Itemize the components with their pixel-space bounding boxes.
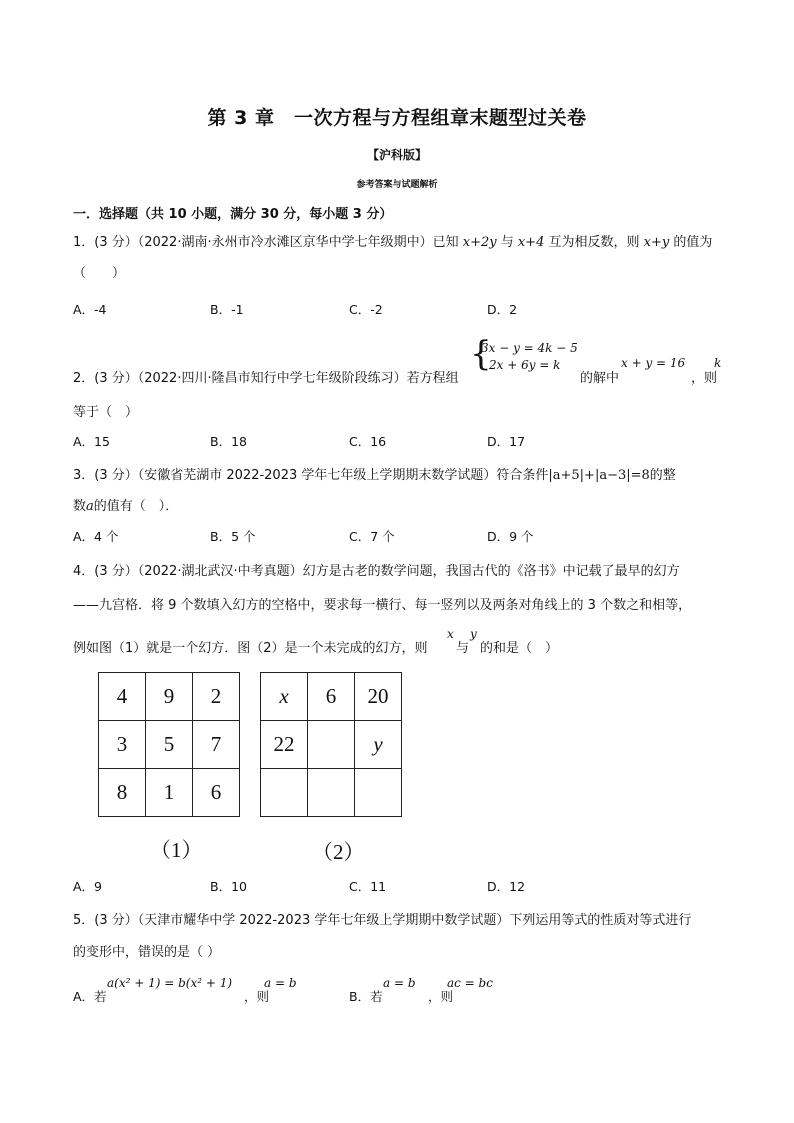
grid1-cell: 6 — [193, 769, 240, 817]
q1-option-d: D．2 — [487, 302, 518, 317]
q3-option-a: A．4 个 — [73, 529, 119, 544]
figure-caption-2: （2） — [312, 840, 365, 864]
q3-text-suffix: 的整 — [649, 468, 676, 483]
q2-equation-2: 2x + 6y = k — [489, 358, 561, 372]
q5-option-b-expression: a = b — [383, 976, 416, 990]
grid1-cell: 5 — [146, 721, 193, 769]
q1-expr-b: x+4 — [517, 235, 545, 250]
grid2-cell-empty — [355, 769, 402, 817]
grid2-cell-empty — [261, 769, 308, 817]
q1-expr-c: x+y — [643, 235, 670, 250]
q3-option-c: C．7 个 — [349, 529, 395, 544]
q4-option-a: A．9 — [73, 879, 103, 894]
q3-option-d: D．9 个 — [487, 529, 534, 544]
grid1-cell: 4 — [99, 673, 146, 721]
q5-option-a-then: ，则 — [244, 989, 270, 1004]
q1-option-b: B．-1 — [210, 302, 244, 317]
q5-option-a-label: A．若 — [73, 989, 107, 1004]
q2-system-brace: { — [470, 334, 492, 374]
q3-text-line2-suffix: 的值有（ ）． — [93, 499, 179, 514]
q2-variable-k: k — [714, 356, 722, 370]
q4-stem-line3-prefix: 例如图（1）就是一个幻方．图（2）是一个未完成的幻方，则 — [73, 641, 428, 656]
q2-condition: x + y = 16 — [621, 356, 686, 370]
q5-option-a-result: a = b — [264, 976, 297, 990]
magic-square-1 — [98, 672, 240, 817]
q1-stem-line1 — [73, 231, 712, 250]
q4-variable-y: y — [470, 627, 477, 641]
grid2-cell: 6 — [308, 673, 355, 721]
q1-expr-a: x+2y — [462, 235, 497, 250]
q2-option-b: B．18 — [210, 434, 247, 449]
answer-subtitle: 参考答案与试题解析 — [356, 180, 438, 190]
q2-stem-then: ，则 — [691, 371, 718, 386]
q4-stem-with: 与 — [456, 641, 470, 656]
grid2-cell-x: x — [261, 673, 308, 721]
q4-option-c: C．11 — [349, 879, 387, 894]
q1-stem-line2: （ ） — [73, 266, 126, 281]
q2-stem-line2: 等于（ ） — [73, 405, 139, 420]
page-title: 第 3 章 一次方程与方程组章末题型过关卷 — [207, 107, 587, 129]
q3-text-line2-prefix: 数 — [73, 499, 87, 514]
q1-text-mid: 与 — [496, 235, 518, 250]
q4-stem-line2: ——九宫格．将 9 个数填入幻方的空格中，要求每一横行、每一竖列以及两条对角线上的 3 个数之和相等， — [73, 598, 692, 613]
q4-stem-line1: 4．(3 分）（2022·湖北武汉·中考真题）幻方是古老的数学问题，我国古代的《洛书》中记载了最早的幻方 — [73, 564, 680, 579]
q4-variable-x: x — [447, 627, 454, 641]
q2-equation-1: 3x − y = 4k − 5 — [481, 341, 578, 355]
q2-stem-mid: 的解中 — [580, 371, 620, 386]
q2-option-c: C．16 — [349, 434, 387, 449]
q3-expression: |a+5|+|a−3|=8 — [548, 468, 650, 483]
grid1-cell: 7 — [193, 721, 240, 769]
magic-square-2 — [260, 672, 402, 817]
grid1-cell: 9 — [146, 673, 193, 721]
grid2-cell-empty — [308, 721, 355, 769]
q1-text-prefix: 1．(3 分）（2022·湖南·永州市冷水滩区京华中学七年级期中）已知 — [73, 235, 463, 250]
grid2-cell: 22 — [261, 721, 308, 769]
grid1-cell: 2 — [193, 673, 240, 721]
q5-option-b-label: B．若 — [349, 989, 383, 1004]
edition-label: 【沪科版】 — [366, 148, 427, 162]
q3-stem-line2 — [73, 495, 178, 514]
q2-option-a: A．15 — [73, 434, 110, 449]
q5-option-b-result: ac = bc — [447, 976, 493, 990]
q3-variable-a: a — [86, 499, 94, 514]
grid1-cell: 3 — [99, 721, 146, 769]
q5-option-a-expression: a(x² + 1) = b(x² + 1) — [107, 976, 233, 990]
q5-option-b-then: ，则 — [428, 989, 454, 1004]
q1-text-end: 的值为 — [669, 235, 713, 250]
q2-stem-prefix: 2．(3 分）（2022·四川·隆昌市知行中学七年级阶段练习）若方程组 — [73, 371, 459, 386]
q3-stem-line1 — [73, 464, 676, 483]
figure-caption-1: （1） — [150, 838, 203, 862]
q1-option-c: C．-2 — [349, 302, 383, 317]
q1-option-a: A．-4 — [73, 302, 107, 317]
q1-text-suffix: 互为相反数，则 — [544, 235, 644, 250]
q3-text-prefix: 3．(3 分）（安徽省芜湖市 2022-2023 学年七年级上学期期末数学试题）符合条件 — [73, 468, 549, 483]
q4-option-b: B．10 — [210, 879, 247, 894]
q2-option-d: D．17 — [487, 434, 526, 449]
grid2-cell-y: y — [355, 721, 402, 769]
grid2-cell: 20 — [355, 673, 402, 721]
grid2-cell-empty — [308, 769, 355, 817]
q5-stem-line1: 5．(3 分）（天津市耀华中学 2022-2023 学年七年级上学期期中数学试题）下列运用等式的性质对等式进行 — [73, 913, 692, 928]
section-heading: 一．选择题（共 10 小题，满分 30 分，每小题 3 分） — [73, 207, 393, 222]
grid1-cell: 8 — [99, 769, 146, 817]
q3-option-b: B．5 个 — [210, 529, 256, 544]
q4-option-d: D．12 — [487, 879, 526, 894]
q4-stem-line3-suffix: 的和是（ ） — [480, 641, 559, 656]
q5-stem-line2: 的变形中，错误的是（ ） — [73, 945, 221, 960]
grid1-cell: 1 — [146, 769, 193, 817]
